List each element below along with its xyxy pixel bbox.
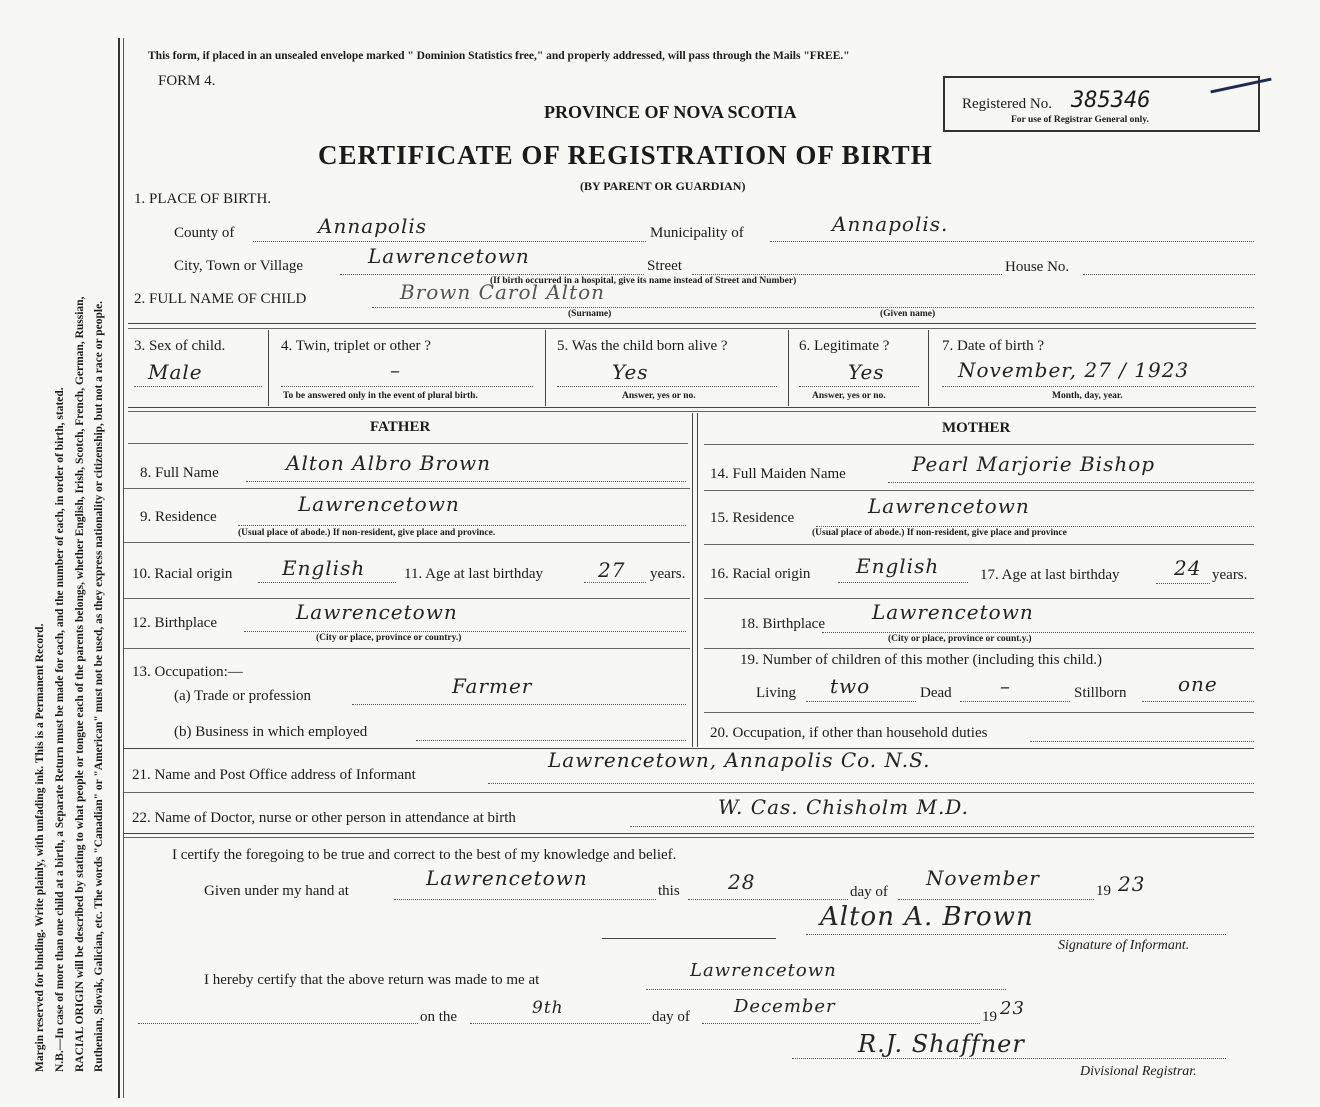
children-count-label: 19. Number of children of this mother (including this child.) — [740, 652, 1103, 668]
father-age-label: 11. Age at last birthday — [404, 566, 543, 582]
certificate-subtitle: (BY PARENT OR GUARDIAN) — [580, 179, 746, 193]
mother-name-value: Pearl Marjorie Bishop — [912, 452, 1156, 476]
margin-note-1: Margin reserved for binding. Write plainly, with unfading ink. This is a Permanent Record. — [34, 623, 46, 1072]
father-racial-value: English — [282, 556, 366, 580]
cert-day: 28 — [728, 870, 756, 894]
margin-note-4: Ruthenian, Slovak, Galician, etc. The words "Canadian" or "American" must not be used, as they express nationality or citizenship, but not a race or people. — [93, 300, 105, 1072]
dob-label: 7. Date of birth ? — [942, 338, 1045, 354]
child-name-value: Brown Carol Alton — [400, 280, 606, 304]
twin-label: 4. Twin, triplet or other ? — [281, 338, 431, 354]
registrar-statement: I hereby certify that the above return was made to me at — [204, 972, 540, 988]
registered-number: 385346 — [1071, 88, 1151, 113]
sex-value: Male — [148, 360, 203, 384]
mother-birthplace-note: (City or place, province or count.y.) — [888, 634, 1032, 644]
margin-note-3: RACIAL ORIGIN will be described by stating to what people or tongue each of the parents belongs, whether English, Irish, Scotch, French, German, Russian, — [74, 296, 86, 1072]
father-residence-note: (Usual place of abode.) If non-resident, give place and province. — [238, 528, 496, 538]
father-age-value: 27 — [598, 558, 626, 582]
father-residence-label: 9. Residence — [140, 509, 217, 525]
dayof-label: day of — [850, 884, 888, 900]
born-alive-label: 5. Was the child born alive ? — [557, 338, 728, 354]
mother-residence-label: 15. Residence — [710, 510, 795, 526]
mother-name-label: 14. Full Maiden Name — [710, 466, 846, 482]
city-label: City, Town or Village — [174, 258, 304, 274]
binding-margin — [0, 0, 118, 1107]
place-of-birth-heading: 1. PLACE OF BIRTH. — [134, 191, 272, 207]
registrar-day: 9th — [532, 998, 564, 1018]
signature-label: Signature of Informant. — [1058, 938, 1190, 953]
cert-year: 23 — [1118, 872, 1146, 896]
trade-value: Farmer — [452, 674, 533, 698]
margin-note-2: N.B.—In case of more than one child at a birth, a Separate Return must be made for each, and the number of each, in order of birth, stated. — [54, 387, 66, 1072]
father-birthplace-value: Lawrencetown — [296, 600, 458, 624]
dob-value: November, 27 / 1923 — [958, 358, 1190, 382]
municipality-value: Annapolis. — [832, 212, 949, 236]
informant-signature: Alton A. Brown — [820, 902, 1034, 932]
margin-rule-inner — [123, 38, 124, 1098]
father-heading: FATHER — [370, 419, 431, 435]
registrar-note: For use of Registrar General only. — [1011, 115, 1149, 125]
father-birthplace-note: (City or place, province or country.) — [316, 633, 462, 643]
mother-racial-label: 16. Racial origin — [710, 566, 811, 582]
mother-residence-note: (Usual place of abode.) If non-resident, give place and province — [812, 528, 1067, 538]
father-occupation-label: 13. Occupation:— — [132, 664, 243, 680]
sex-label: 3. Sex of child. — [134, 338, 226, 354]
county-label: County of — [174, 225, 235, 241]
mother-age-unit: years. — [1212, 567, 1248, 583]
cert-year-prefix: 19 — [1096, 883, 1111, 899]
father-age-unit: years. — [650, 566, 686, 582]
dob-note: Month, day, year. — [1052, 391, 1123, 401]
child-name-label: 2. FULL NAME OF CHILD — [134, 291, 307, 307]
margin-rule — [118, 38, 120, 1098]
legitimate-value: Yes — [848, 360, 885, 384]
given-place: Lawrencetown — [426, 866, 588, 890]
twin-value: – — [390, 358, 401, 382]
reg-year-prefix: 19 — [982, 1009, 997, 1025]
this-label: this — [658, 883, 680, 899]
legitimate-note: Answer, yes or no. — [812, 391, 886, 401]
stillborn-label: Stillborn — [1074, 685, 1127, 701]
province-heading: PROVINCE OF NOVA SCOTIA — [544, 102, 797, 122]
cert-month: November — [926, 866, 1040, 890]
mother-age-value: 24 — [1174, 556, 1202, 580]
city-value: Lawrencetown — [368, 244, 530, 268]
registrar-place: Lawrencetown — [690, 960, 837, 981]
hospital-note: (If birth occurred in a hospital, give its name instead of Street and Number) — [490, 276, 797, 286]
form-number: FORM 4. — [158, 73, 216, 89]
born-alive-note: Answer, yes or no. — [622, 391, 696, 401]
mother-residence-value: Lawrencetown — [868, 494, 1030, 518]
registrar-signature: R.J. Shaffner — [858, 1030, 1025, 1058]
registrar-year: 23 — [1000, 998, 1025, 1019]
postal-note: This form, if placed in an unsealed envelope marked " Dominion Statistics free," and properly addressed, will pass through the Mails "FREE." — [148, 50, 850, 62]
reg-dayof-label: day of — [652, 1009, 690, 1025]
given-label: Given under my hand at — [204, 883, 349, 899]
twin-note: To be answered only in the event of plural birth. — [283, 391, 478, 401]
dead-label: Dead — [920, 685, 952, 701]
mother-birthplace-value: Lawrencetown — [872, 600, 1034, 624]
dead-value: – — [1000, 674, 1011, 698]
father-residence-value: Lawrencetown — [298, 492, 460, 516]
informant-label: 21. Name and Post Office address of Informant — [132, 767, 416, 783]
living-label: Living — [756, 685, 796, 701]
mother-birthplace-label: 18. Birthplace — [740, 616, 825, 632]
house-label: House No. — [1005, 259, 1070, 275]
mother-age-label: 17. Age at last birthday — [980, 567, 1120, 583]
on-the-label: on the — [420, 1009, 458, 1025]
father-name-value: Alton Albro Brown — [286, 451, 492, 475]
surname-note: (Surname) — [568, 309, 612, 319]
mother-racial-value: English — [856, 554, 940, 578]
doctor-value: W. Cas. Chisholm M.D. — [718, 795, 969, 819]
certify-statement: I certify the foregoing to be true and correct to the best of my knowledge and belief. — [172, 847, 677, 863]
mother-heading: MOTHER — [942, 420, 1011, 436]
registered-box — [943, 76, 1260, 132]
stillborn-value: one — [1178, 672, 1218, 696]
mother-occupation-label: 20. Occupation, if other than household duties — [710, 725, 988, 741]
doctor-label: 22. Name of Doctor, nurse or other person in attendance at birth — [132, 810, 516, 826]
registrar-label: Divisional Registrar. — [1080, 1064, 1197, 1079]
registered-label: Registered No. — [962, 96, 1052, 112]
certificate-title: CERTIFICATE OF REGISTRATION OF BIRTH — [318, 140, 933, 170]
given-name-note: (Given name) — [880, 309, 936, 319]
municipality-label: Municipality of — [650, 225, 744, 241]
legitimate-label: 6. Legitimate ? — [799, 338, 890, 354]
county-value: Annapolis — [318, 214, 428, 238]
father-racial-label: 10. Racial origin — [132, 566, 233, 582]
informant-value: Lawrencetown, Annapolis Co. N.S. — [548, 748, 931, 772]
born-alive-value: Yes — [612, 360, 649, 384]
street-label: Street — [647, 258, 682, 274]
registrar-month: December — [734, 996, 836, 1017]
living-value: two — [830, 674, 871, 698]
trade-label: (a) Trade or profession — [174, 688, 312, 704]
father-name-label: 8. Full Name — [140, 465, 219, 481]
business-label: (b) Business in which employed — [174, 724, 368, 740]
father-birthplace-label: 12. Birthplace — [132, 615, 217, 631]
